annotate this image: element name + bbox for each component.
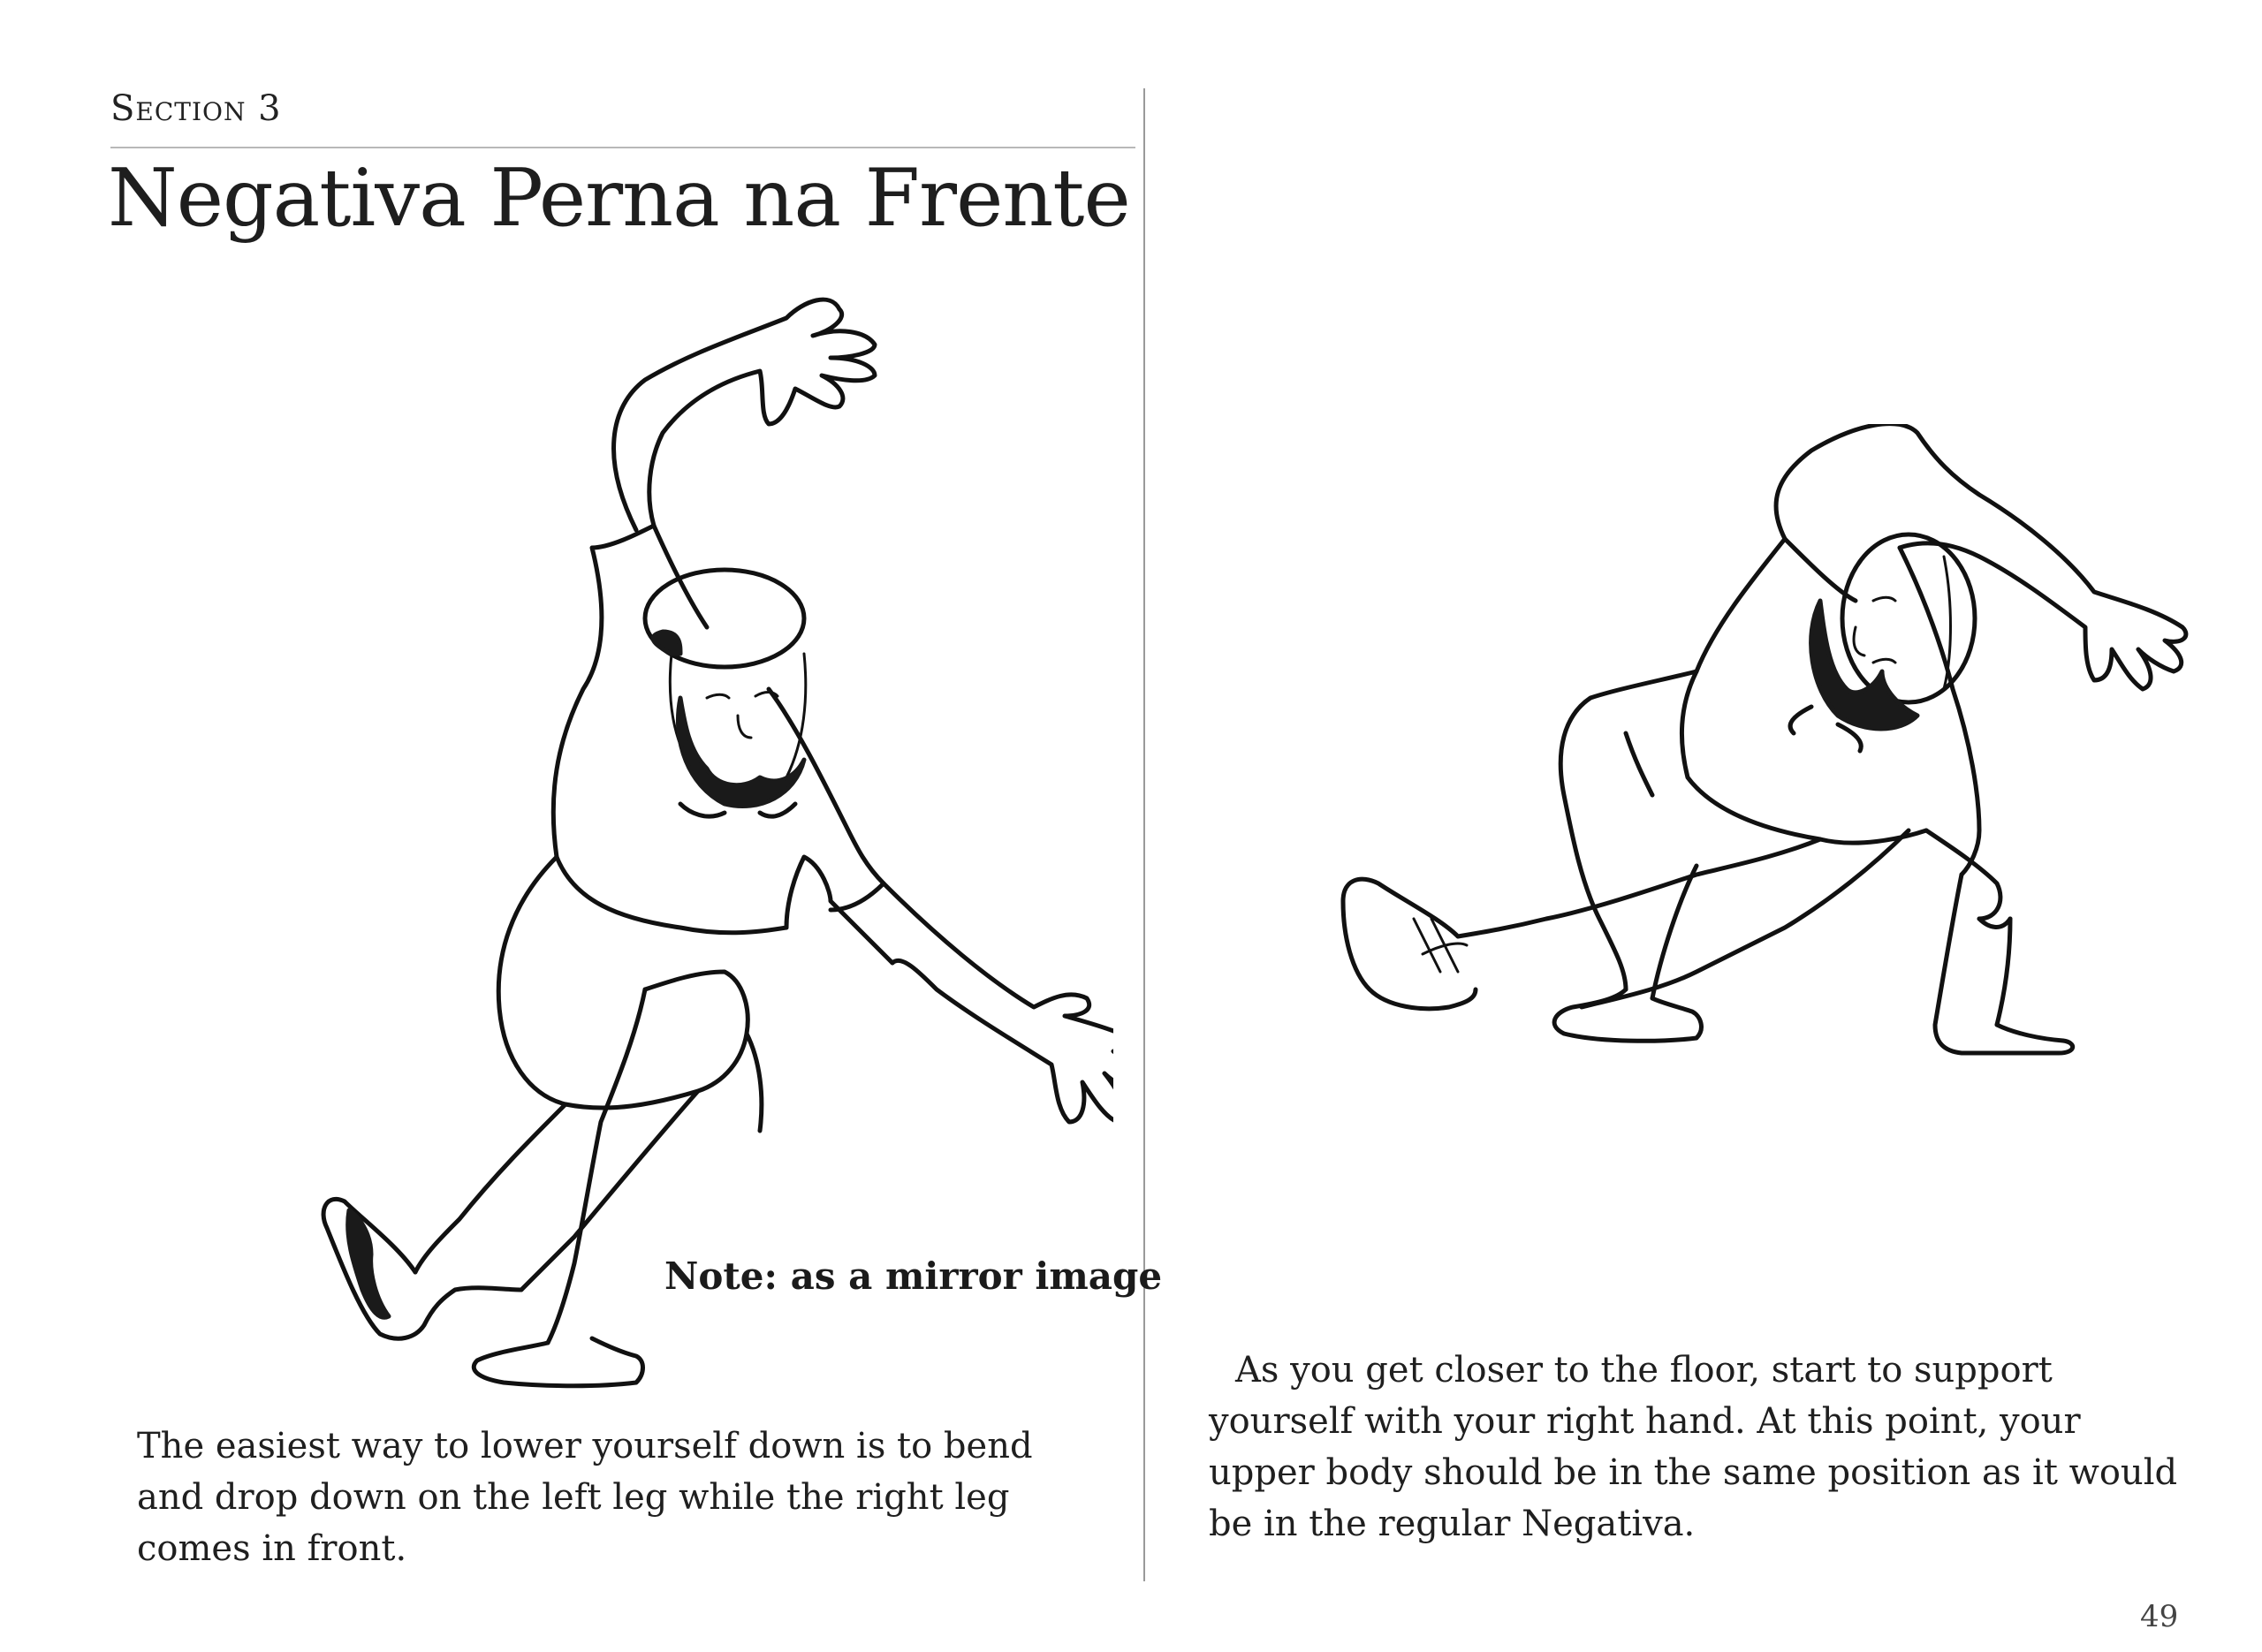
page-divider: [1143, 88, 1145, 1581]
page-title: Negativa Perna na Frente: [108, 152, 1130, 245]
illustration-left: [265, 283, 1113, 1396]
section-label: Section 3: [110, 88, 282, 129]
capoeira-figure-left-icon: [265, 283, 1113, 1396]
title-rule: [110, 147, 1135, 148]
page-number: 49: [2140, 1599, 2179, 1634]
paragraph-left: The easiest way to lower yourself down is to bend and drop down on the left leg while the right leg comes in front.: [137, 1426, 1033, 1569]
illustration-right: [1202, 424, 2191, 1184]
capoeira-figure-right-icon: [1202, 424, 2191, 1184]
paragraph-right: As you get closer to the floor, start to support yourself with your right hand. At this point, your upper body should be in the same position as it would be in the regular Negativa.: [1209, 1350, 2178, 1544]
note-text: Note: as a mirror image: [664, 1254, 1163, 1298]
